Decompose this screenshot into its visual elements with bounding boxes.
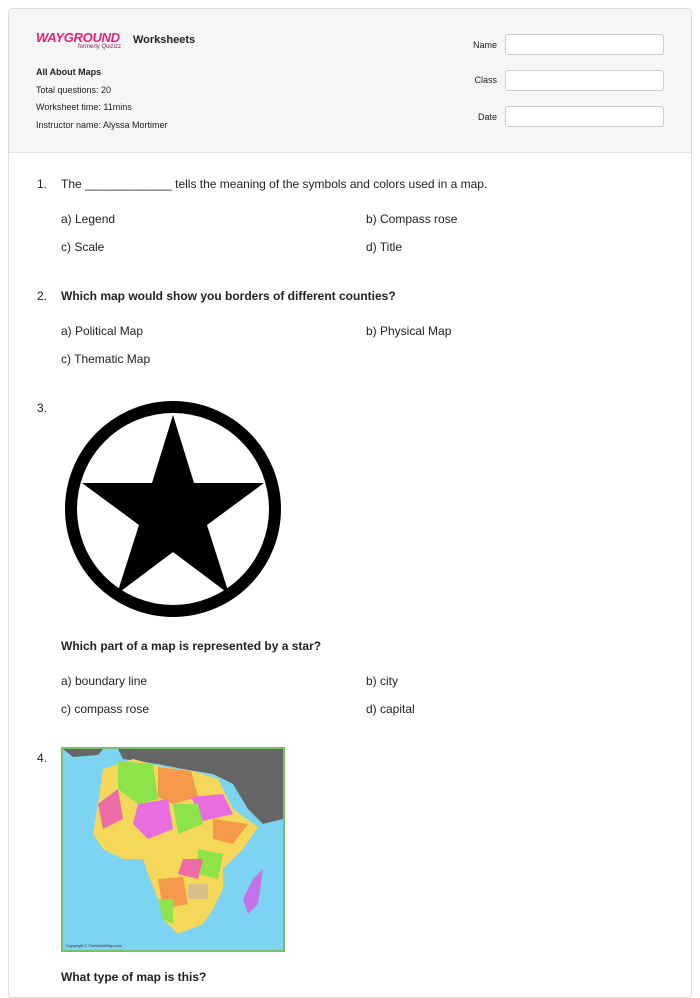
map-copyright: Copyright © TheWorldMap.com xyxy=(66,943,122,948)
option[interactable]: b) Compass rose xyxy=(366,212,458,226)
total-questions: Total questions: 20 xyxy=(36,85,112,95)
class-field[interactable] xyxy=(505,70,664,91)
question-text: What type of map is this? xyxy=(61,970,207,984)
question-number: 2. xyxy=(37,289,48,303)
option[interactable]: a) Legend xyxy=(61,212,116,226)
date-field[interactable] xyxy=(505,106,664,127)
option[interactable]: d) Title xyxy=(366,240,403,254)
logo-brand: WAYGROUND xyxy=(36,30,120,45)
option[interactable]: c) Scale xyxy=(61,240,105,254)
question-text: Which part of a map is represented by a star? xyxy=(61,639,322,653)
option[interactable]: c) compass rose xyxy=(61,702,150,716)
question-number: 1. xyxy=(37,177,48,191)
question-number: 3. xyxy=(37,401,48,415)
name-label: Name xyxy=(472,40,497,50)
question-text: Which map would show you borders of different counties? xyxy=(61,289,396,303)
logo-sub: formerly Quizizz xyxy=(78,44,122,50)
option[interactable]: a) Political Map xyxy=(61,324,144,338)
worksheet-title: All About Maps xyxy=(36,67,102,77)
date-label: Date xyxy=(477,112,497,122)
product-name: Worksheets xyxy=(133,34,196,46)
option[interactable]: a) boundary line xyxy=(61,674,148,688)
option[interactable]: b) Physical Map xyxy=(366,324,452,338)
africa-political-map-image xyxy=(61,747,285,952)
class-label: Class xyxy=(474,75,497,85)
question-text: The _____________ tells the meaning of the symbols and colors used in a map. xyxy=(61,177,488,191)
instructor-name: Instructor name: Alyssa Mortimer xyxy=(36,120,168,130)
name-field[interactable] xyxy=(505,34,664,55)
worksheet-page xyxy=(8,8,692,998)
worksheet-time: Worksheet time: 11mins xyxy=(36,102,132,112)
option[interactable]: c) Thematic Map xyxy=(61,352,151,366)
wayground-logo xyxy=(36,29,122,50)
question-number: 4. xyxy=(37,751,48,765)
worksheet-header xyxy=(9,9,691,153)
option[interactable]: b) city xyxy=(366,674,399,688)
star-in-circle-image xyxy=(63,401,283,621)
option[interactable]: d) capital xyxy=(366,702,415,716)
